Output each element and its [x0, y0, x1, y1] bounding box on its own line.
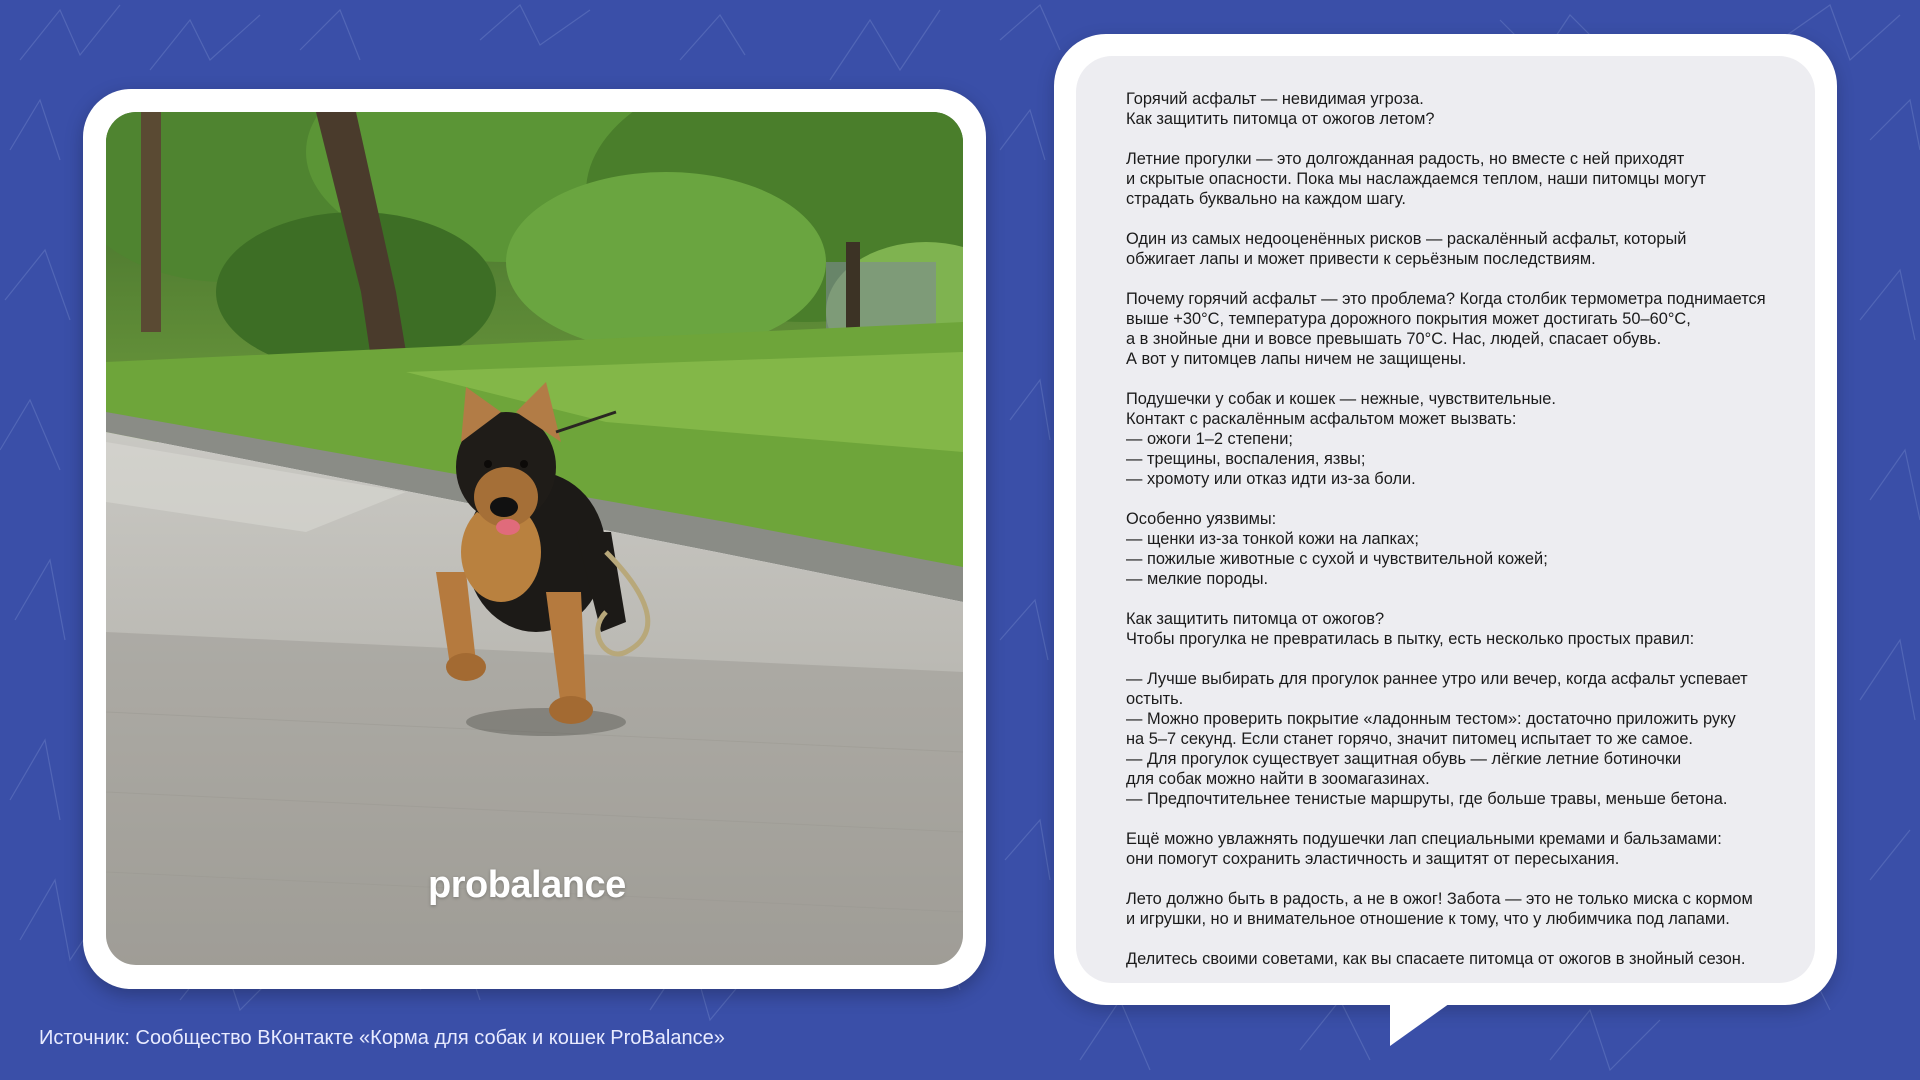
bubble-tail: [1390, 996, 1460, 1046]
text-line: они помогут сохранить эластичность и защитят от пересыхания.: [1126, 850, 1620, 868]
text-line: — Для прогулок существует защитная обувь — лёгкие летние ботиночки: [1126, 750, 1682, 768]
text-line: Один из самых недооценённых рисков — раскалённый асфальт, который: [1126, 230, 1687, 248]
text-line: остыть.: [1126, 690, 1184, 708]
post-rules: [1126, 669, 1826, 809]
text-line: — хромоту или отказ идти из-за боли.: [1126, 470, 1416, 488]
post-summer: [1126, 889, 1826, 929]
text-line: и скрытые опасности. Пока мы наслаждаемся теплом, наши питомцы могут: [1126, 170, 1706, 188]
post-text: [1126, 89, 1826, 989]
text-line: Подушечки у собак и кошек — нежные, чувствительные.: [1126, 390, 1556, 408]
post-paws: [1126, 389, 1826, 489]
text-line: Горячий асфальт — невидимая угроза.: [1126, 90, 1424, 108]
post-problem: [1126, 289, 1826, 369]
text-line: и игрушки, но и внимательное отношение к тому, что у любимчика под лапами.: [1126, 910, 1730, 928]
source-caption: Источник: Сообщество ВКонтакте «Корма для собак и кошек ProBalance»: [39, 1027, 725, 1049]
text-line: — Предпочтительнее тенистые маршруты, где больше травы, меньше бетона.: [1126, 790, 1728, 808]
post-risk: [1126, 229, 1826, 269]
post-creams: [1126, 829, 1826, 869]
text-line: — ожоги 1–2 степени;: [1126, 430, 1293, 448]
text-line: страдать буквально на каждом шагу.: [1126, 190, 1406, 208]
text-line: — щенки из-за тонкой кожи на лапках;: [1126, 530, 1419, 548]
text-line: обжигает лапы и может привести к серьёзным последствиям.: [1126, 250, 1596, 268]
probalance-logo: probalance: [428, 864, 626, 906]
post-bubble: [1054, 34, 1837, 1005]
text-line: Как защитить питомца от ожогов летом?: [1126, 110, 1435, 128]
photo-card: [83, 89, 986, 989]
puppy-photo: [106, 112, 963, 965]
text-line: — Лучше выбирать для прогулок раннее утро или вечер, когда асфальт успевает: [1126, 670, 1748, 688]
text-line: для собак можно найти в зоомагазинах.: [1126, 770, 1430, 788]
text-line: Чтобы прогулка не превратилась в пытку, есть несколько простых правил:: [1126, 630, 1695, 648]
text-line: Делитесь своими советами, как вы спасаете питомца от ожогов в знойный сезон.: [1126, 950, 1746, 968]
text-line: — Можно проверить покрытие «ладонным тестом»: достаточно приложить руку: [1126, 710, 1736, 728]
text-line: — пожилые животные с сухой и чувствительной кожей;: [1126, 550, 1548, 568]
text-line: Контакт с раскалённым асфальтом может вызвать:: [1126, 410, 1517, 428]
text-line: а в знойные дни и вовсе превышать 70°C. Нас, людей, спасает обувь.: [1126, 330, 1662, 348]
text-line: — мелкие породы.: [1126, 570, 1269, 588]
post-vulnerable: [1126, 509, 1826, 589]
post-bubble-inner: [1076, 56, 1815, 983]
text-line: — трещины, воспаления, язвы;: [1126, 450, 1366, 468]
text-line: Как защитить питомца от ожогов?: [1126, 610, 1385, 628]
text-line: Ещё можно увлажнять подушечки лап специальными кремами и бальзамами:: [1126, 830, 1722, 848]
text-line: Почему горячий асфальт — это проблема? Когда столбик термометра поднимается: [1126, 290, 1766, 308]
post-howto: [1126, 609, 1826, 649]
text-line: Особенно уязвимы:: [1126, 510, 1277, 528]
post-title: [1126, 89, 1826, 129]
post-share: [1126, 949, 1826, 969]
post-intro: [1126, 149, 1826, 209]
text-line: Лето должно быть в радость, а не в ожог! Забота — это не только миска с кормом: [1126, 890, 1753, 908]
text-line: выше +30°C, температура дорожного покрытия может достигать 50–60°C,: [1126, 310, 1691, 328]
text-line: на 5–7 секунд. Если станет горячо, значит питомец испытает то же самое.: [1126, 730, 1693, 748]
text-line: А вот у питомцев лапы ничем не защищены.: [1126, 350, 1467, 368]
text-line: Летние прогулки — это долгожданная радость, но вместе с ней приходят: [1126, 150, 1685, 168]
